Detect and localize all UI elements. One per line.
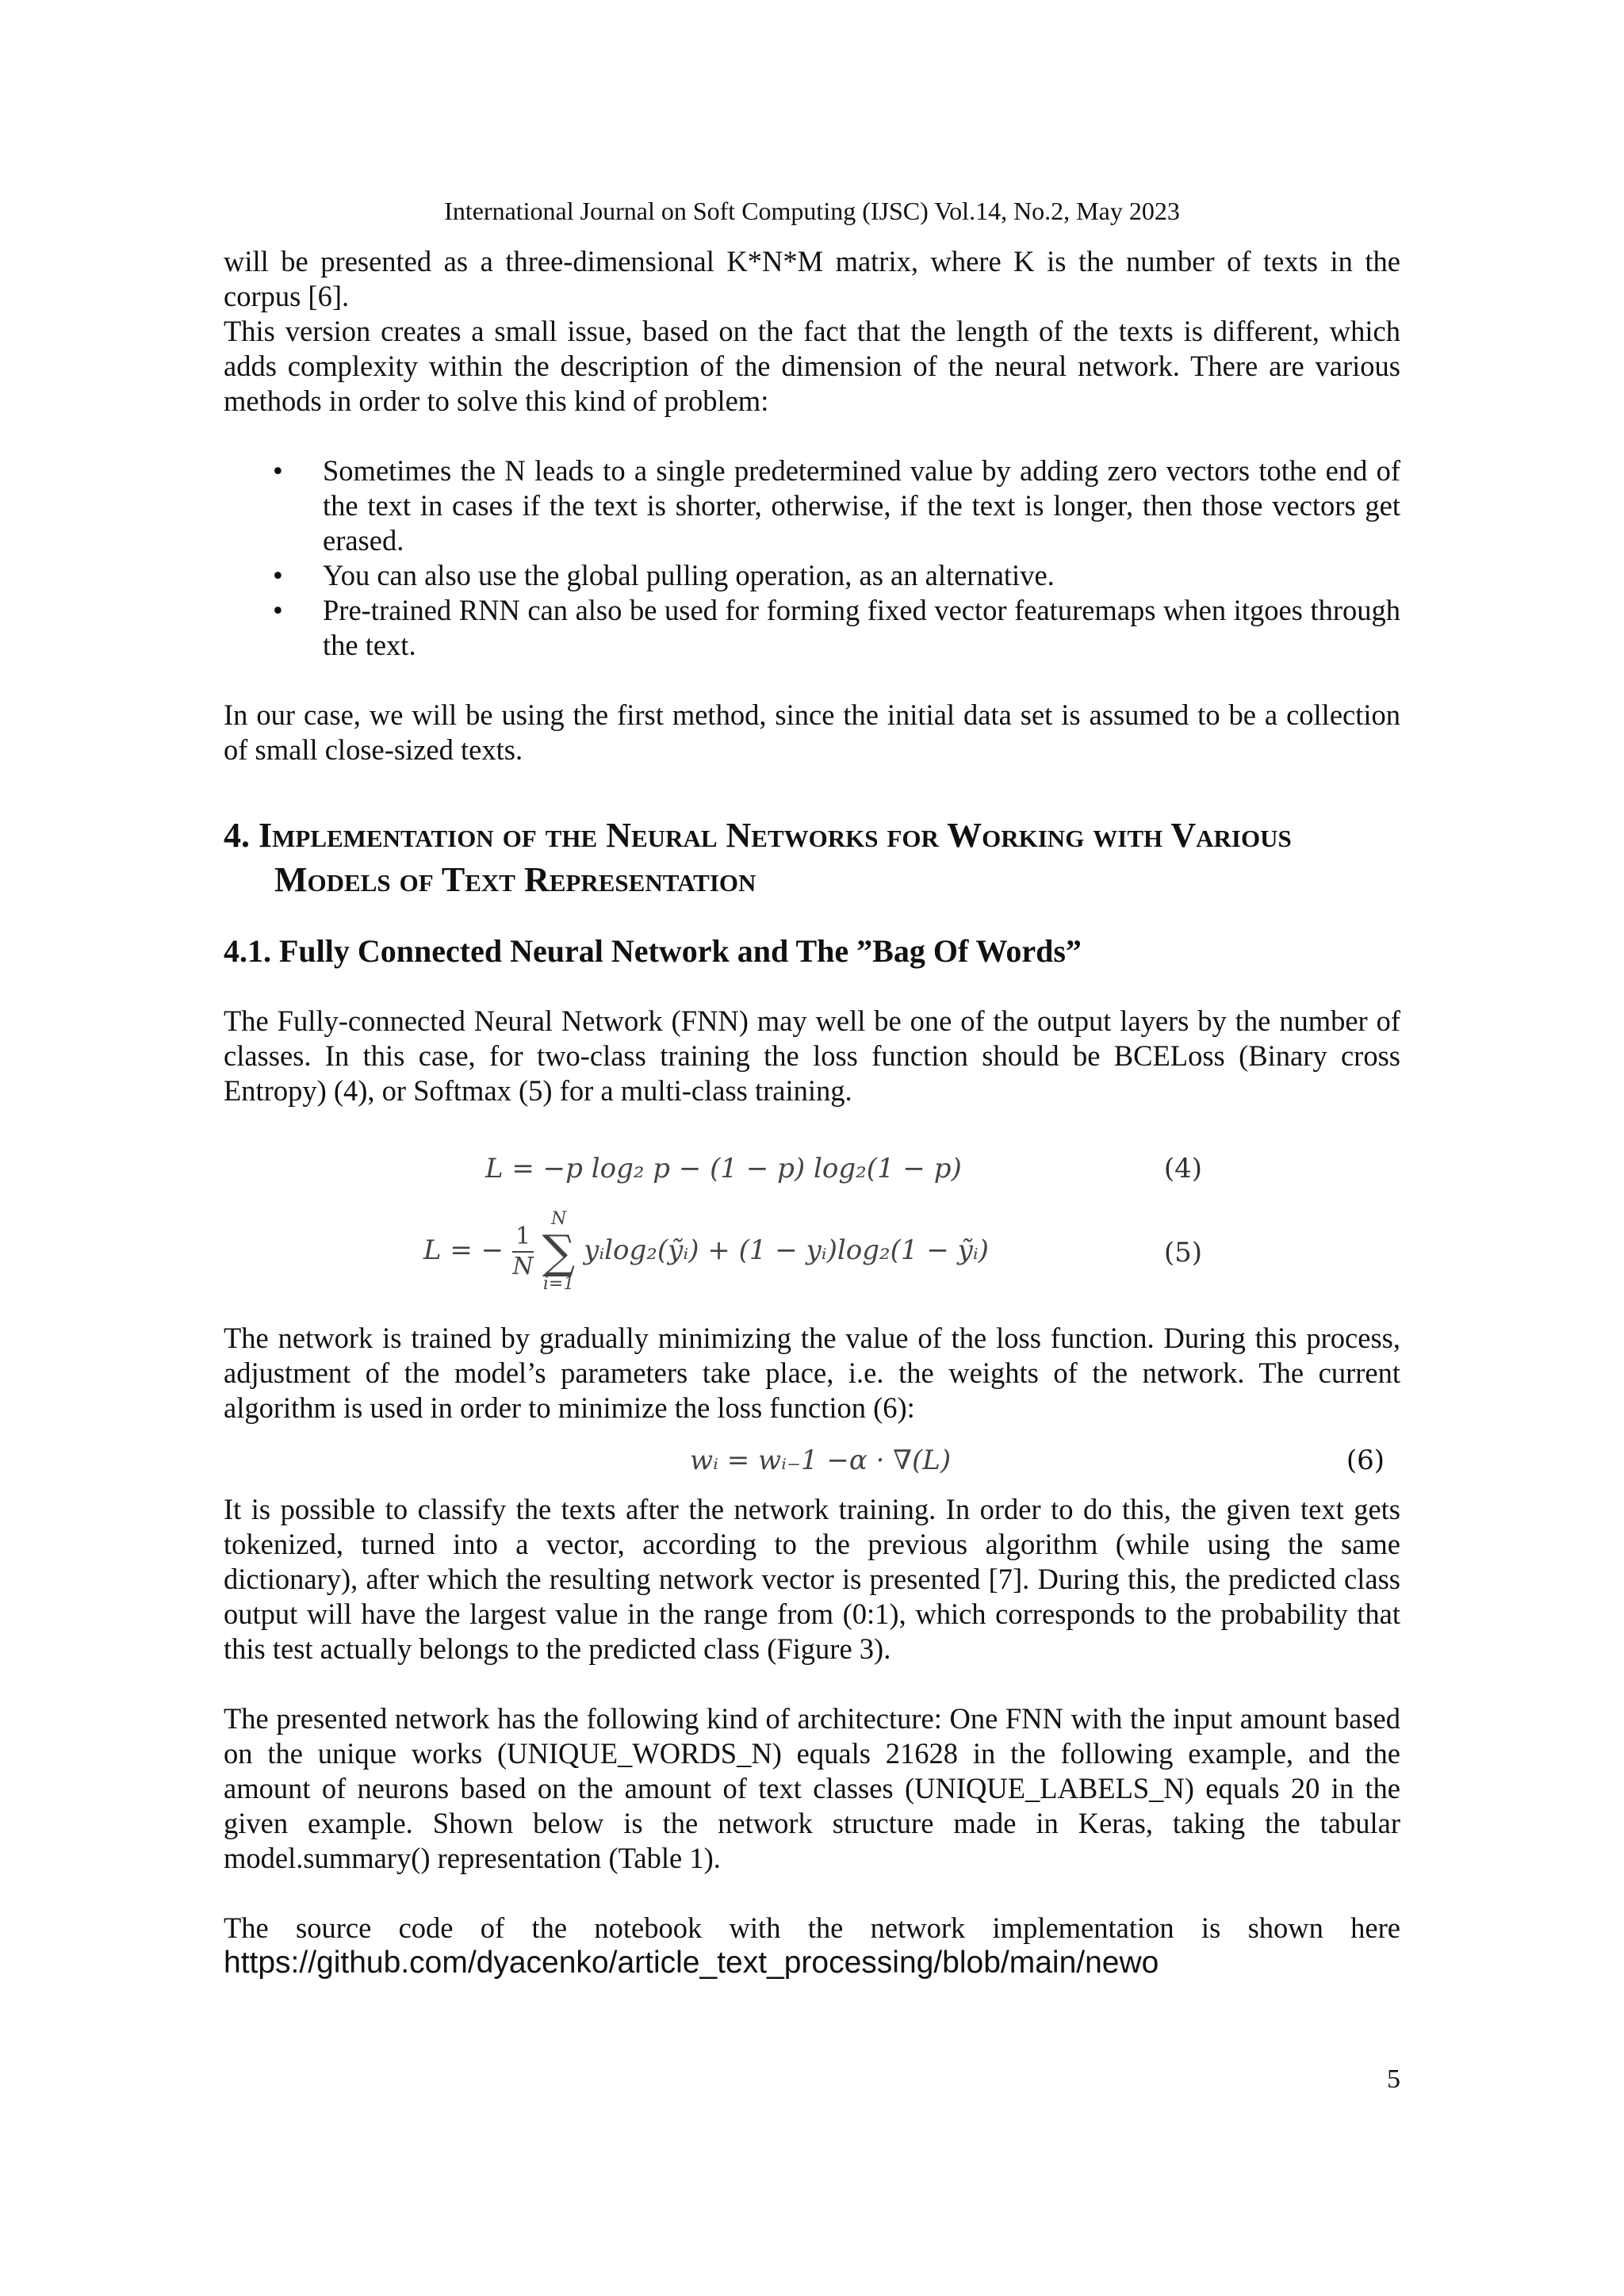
paragraph: This version creates a small issue, based on the fact that the length of the texts is different, which adds complexity within the description of the dimension of the neural network. There are various methods in order to solve this kind of problem: <box>224 315 1400 417</box>
list-item: • You can also use the global pulling operation, as an alternative. <box>273 559 1055 591</box>
bullet-icon: • <box>273 559 283 591</box>
equation-5: L = − $\frac{1}{N}$ N ∑ i=1 yᵢlog₂(ỹᵢ) + (1 − yᵢ)log₂(1 − ỹᵢ) (5) <box>423 1209 1202 1294</box>
paragraph: The source code of the notebook with the network implementation is shown here <box>224 1911 1400 1944</box>
paragraph: It is possible to classify the texts after the network training. In order to do this, the given text gets tokenized, turned into a vector, according to the previous algorithm (while using the same dictionary), after which the resulting network vector is presented [7]. During this, the predicted class output will have the largest value in the range from (0:1), which corresponds to the probability that this test actually belongs to the predicted class (Figure 3). <box>224 1493 1400 1665</box>
text-column <box>224 244 1400 1980</box>
section-heading: 4. Implementation of the Neural Networks for Working with Various Models of Text Representation <box>224 816 1292 899</box>
paragraph: In our case, we will be using the first method, since the initial data set is assumed to be a collection of small close-sized texts. <box>224 698 1400 766</box>
running-header: International Journal on Soft Computing (IJSC) Vol.14, No.2, May 2023 <box>444 197 1180 225</box>
paragraph: The network is trained by gradually minimizing the value of the loss function. During this process, adjustment of the model’s parameters take place, i.e. the weights of the network. The current algorithm is used in order to minimize the loss function (6): <box>224 1322 1400 1424</box>
bullet-icon: • <box>273 594 283 626</box>
equation-6: wᵢ = wᵢ₋1 −α · ∇(L) (6) <box>690 1445 1385 1476</box>
list-item: • Pre-trained RNN can also be used for forming fixed vector featuremaps when itgoes through the text. <box>273 594 1400 661</box>
source-url: https://github.com/dyacenko/article_text_processing/blob/main/newo <box>224 1946 1159 1980</box>
page-number: 5 <box>1387 2064 1400 2094</box>
bullet-list <box>224 453 1400 663</box>
bullet-icon: • <box>273 454 283 487</box>
subsection-heading: 4.1. Fully Connected Neural Network and The ”Bag Of Words” <box>224 933 1082 969</box>
fraction: $\frac{1}{N}$ <box>512 1223 534 1280</box>
paragraph: will be presented as a three-dimensional K*N*M matrix, where K is the number of texts in the corpus [6]. <box>224 245 1400 312</box>
equation-4: L = −p log₂ p − (1 − p) log₂(1 − p) (4) <box>485 1153 1202 1184</box>
paragraph: The Fully-connected Neural Network (FNN) may well be one of the output layers by the number of classes. In this case, for two-class training the loss function should be BCELoss (Binary cross Entropy) (4), or Softmax (5) for a multi-class training. <box>224 1004 1400 1107</box>
paragraph: The presented network has the following kind of architecture: One FNN with the input amount based on the unique works (UNIQUE_WORDS_N) equals 21628 in the following example, and the amount of neurons based on the amount of text classes (UNIQUE_LABELS_N) equals 20 in the given example. Shown below is the network structure made in Keras, taking the tabular model.summary() representation (Table 1). <box>224 1702 1400 1874</box>
list-item: • Sometimes the N leads to a single predetermined value by adding zero vectors tothe end of the text in cases if the text is shorter, otherwise, if the text is longer, then those vectors get erased. <box>273 454 1400 557</box>
summation: N ∑ i=1 <box>542 1209 576 1294</box>
